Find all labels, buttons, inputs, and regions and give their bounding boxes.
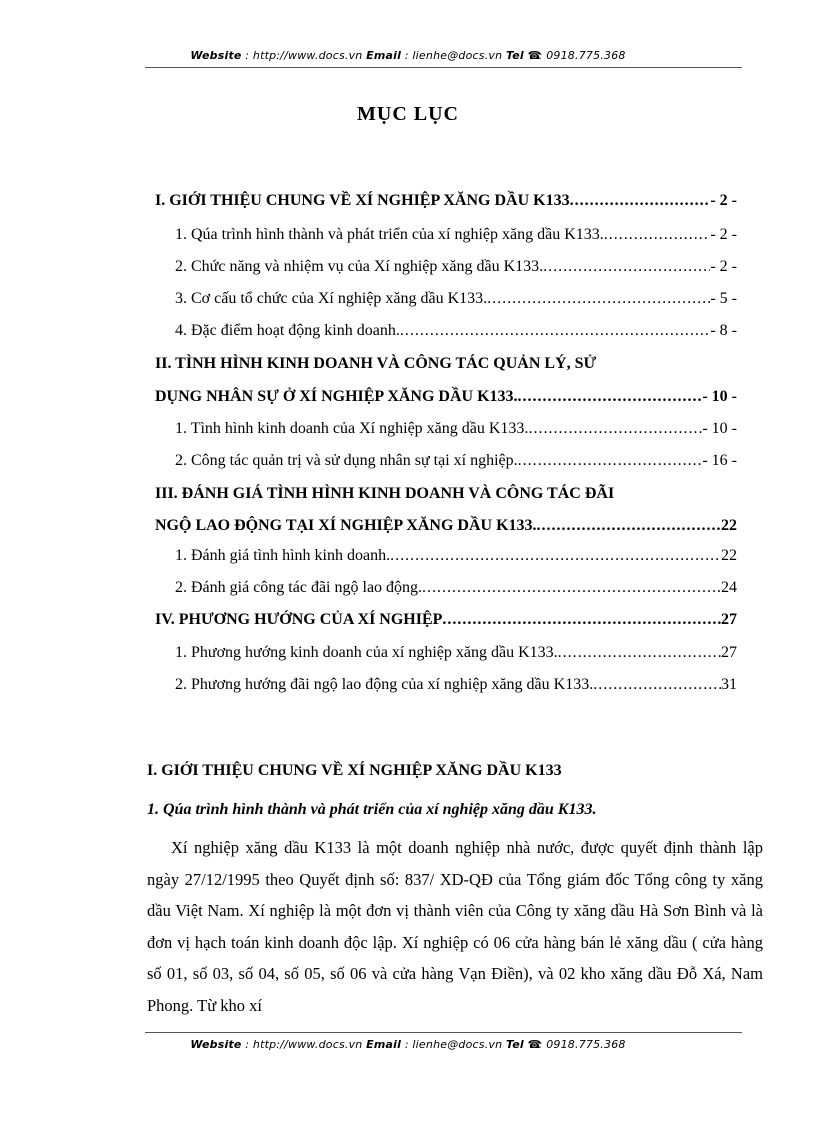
toc-entry-text: 1. Đánh giá tình hình kinh doanh. — [175, 547, 391, 564]
toc-entry-text: III. ĐÁNH GIÁ TÌNH HÌNH KINH DOANH VÀ CÔNG TÁC ĐÃI — [155, 485, 615, 502]
toc-entry-page: - 10 - — [702, 420, 737, 437]
toc-entry-page: - 8 - — [710, 322, 737, 339]
toc-entry[interactable] — [155, 186, 737, 216]
phone-icon: ☎ — [527, 49, 542, 62]
footer-website-url: : http://www.docs.vn — [245, 1038, 363, 1051]
footer-tel-label: Tel — [505, 1038, 524, 1051]
header-email-label: Email — [366, 49, 402, 62]
toc-entry[interactable] — [175, 573, 737, 603]
subsection-heading: 1. Qúa trình hình thành và phát triển của xí nghiệp xăng dầu K133. — [147, 801, 597, 818]
toc-entry-text: DỤNG NHÂN SỰ Ở XÍ NGHIỆP XĂNG DẦU K133. — [155, 388, 518, 405]
footer-website-label: Website — [190, 1038, 242, 1051]
toc-entry-text: 2. Công tác quản trị và sử dụng nhân sự tại xí nghiệp. — [175, 452, 518, 469]
toc-entry[interactable] — [155, 605, 737, 635]
toc-leader — [400, 316, 711, 346]
toc-entry-page: 27 — [721, 644, 737, 661]
toc-leader — [518, 382, 703, 412]
toc-entry-page: - 10 - — [702, 388, 737, 405]
header-email-value: : lienhe@docs.vn — [404, 49, 503, 62]
toc-entry[interactable] — [175, 670, 737, 700]
toc-entry[interactable] — [175, 414, 737, 444]
toc-entry-page: - 2 - — [710, 258, 737, 275]
toc-leader — [422, 573, 721, 603]
toc-entry[interactable] — [175, 541, 737, 571]
toc-leader — [558, 638, 721, 668]
toc-entry[interactable] — [155, 349, 737, 379]
toc-entry[interactable] — [175, 638, 737, 668]
toc-entry-page: - 2 - — [710, 226, 737, 243]
toc-entry-page: - 16 - — [702, 452, 737, 469]
toc-entry-text: 1. Tình hình kinh doanh của Xí nghiệp xăng dầu K133. — [175, 420, 529, 437]
toc-entry[interactable] — [155, 511, 737, 541]
toc-leader — [537, 511, 721, 541]
phone-icon: ☎ — [527, 1038, 542, 1051]
header-tel-value: : 0918.775.368 — [538, 49, 626, 62]
toc-entry-text: I. GIỚI THIỆU CHUNG VỀ XÍ NGHIỆP XĂNG DẦU K133 — [155, 192, 570, 209]
toc-entry-text: 3. Cơ cấu tổ chức của Xí nghiệp xăng dầu K133. — [175, 290, 488, 307]
page-header — [0, 49, 816, 62]
footer-email-value: : lienhe@docs.vn — [404, 1038, 503, 1051]
header-website-url: : http://www.docs.vn — [245, 49, 363, 62]
toc-entry-page: 22 — [721, 547, 737, 564]
toc-leader — [442, 605, 721, 635]
toc-entry-page: 24 — [721, 579, 737, 596]
toc-entry[interactable] — [155, 479, 737, 509]
page-footer — [0, 1038, 816, 1051]
section-heading: I. GIỚI THIỆU CHUNG VỀ XÍ NGHIỆP XĂNG DẦU K133 — [147, 762, 562, 779]
toc-entry-page: 22 — [721, 517, 737, 534]
header-tel-label: Tel — [505, 49, 524, 62]
footer-tel-value: : 0918.775.368 — [538, 1038, 626, 1051]
toc-entry-text: 2. Phương hướng đãi ngộ lao động của xí nghiệp xăng dầu K133. — [175, 676, 594, 693]
footer-email-label: Email — [366, 1038, 402, 1051]
toc-entry-text: 1. Phương hướng kinh doanh của xí nghiệp xăng dầu K133. — [175, 644, 558, 661]
toc-entry-page: 31 — [721, 676, 737, 693]
toc-entry[interactable] — [155, 382, 737, 412]
toc-entry-text: 2. Đánh giá công tác đãi ngộ lao động. — [175, 579, 423, 596]
toc-entry[interactable] — [175, 446, 737, 476]
toc-leader — [390, 541, 721, 571]
toc-entry[interactable] — [175, 316, 737, 346]
toc-leader — [528, 414, 702, 444]
toc-entry-text: 2. Chức năng và nhiệm vụ của Xí nghiệp xăng dầu K133. — [175, 258, 544, 275]
footer-rule — [145, 1032, 742, 1033]
toc-entry[interactable] — [175, 252, 737, 282]
toc-entry[interactable] — [175, 220, 737, 250]
toc-leader — [518, 446, 703, 476]
toc-entry-page: - 2 - — [710, 192, 737, 209]
toc-entry-text: IV. PHƯƠNG HƯỚNG CỦA XÍ NGHIỆP — [155, 611, 443, 628]
toc-entry-page: - 5 - — [710, 290, 737, 307]
toc-entry-text: NGỘ LAO ĐỘNG TẠI XÍ NGHIỆP XĂNG DẦU K133. — [155, 517, 537, 534]
toc-entry-text: II. TÌNH HÌNH KINH DOANH VÀ CÔNG TÁC QUẢN LÝ, SỬ — [155, 355, 597, 372]
page-title: MỤC LỤC — [357, 103, 459, 125]
toc-entry-text: 4. Đặc điểm hoạt động kinh doanh. — [175, 322, 400, 339]
toc-leader — [604, 220, 711, 250]
toc-leader — [570, 186, 711, 216]
toc-leader — [593, 670, 721, 700]
toc-leader — [543, 252, 710, 282]
toc-entry-text: 1. Qúa trình hình thành và phát triển của xí nghiệp xăng dầu K133. — [175, 226, 604, 243]
toc-entry-page: 27 — [721, 611, 737, 628]
toc-leader — [487, 284, 710, 314]
header-website-label: Website — [190, 49, 242, 62]
body-paragraph: Xí nghiệp xăng dầu K133 là một doanh nghiệp nhà nước, được quyết định thành lập ngày 27/12/1995 theo Quyết định số: 837/ XD-QĐ của Tổng giám đốc Tổng công ty xăng dầu Việt Nam. Xí nghiệp là một đơn vị thành viên của Công ty xăng dầu Hà Sơn Bình và là đơn vị hạch toán kinh doanh độc lập. Xí nghiệp có 06 cửa hàng bán lẻ xăng dầu ( cửa hàng số 01, số 03, số 04, số 05, số 06 và cửa hàng Vạn Điền), và 02 kho xăng dầu Đỗ Xá, Nam Phong. Từ kho xí — [147, 838, 763, 1015]
toc-entry[interactable] — [175, 284, 737, 314]
header-rule — [145, 67, 742, 68]
